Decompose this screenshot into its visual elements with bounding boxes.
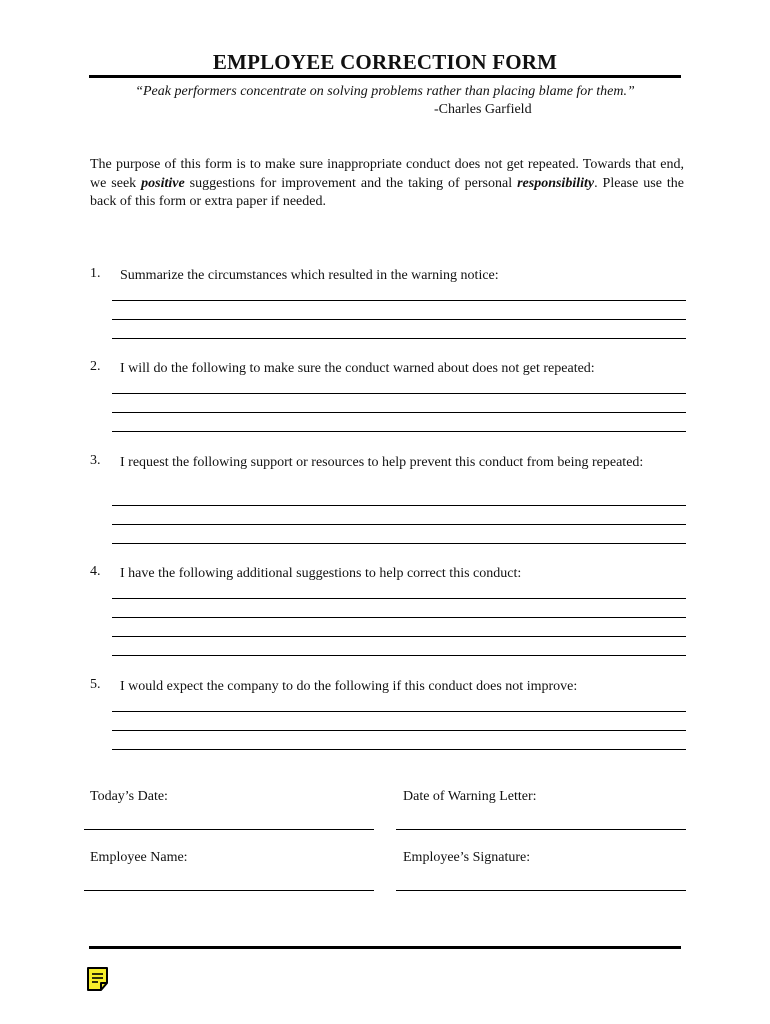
answer-line[interactable] bbox=[112, 655, 686, 656]
todays-date-field[interactable] bbox=[84, 829, 374, 830]
answer-line[interactable] bbox=[112, 524, 686, 525]
answer-line[interactable] bbox=[112, 617, 686, 618]
intro-paragraph: The purpose of this form is to make sure inappropriate conduct does not get repeated. Towards that end, we seek positive suggestions for improvement and the taking of personal responsibility. Please use the back of this form or extra paper if needed. bbox=[90, 157, 685, 209]
emphasis-responsibility: responsibility bbox=[517, 175, 595, 191]
answer-line[interactable] bbox=[112, 749, 686, 750]
employee-signature-label: Employee’s Signature: bbox=[403, 850, 531, 865]
answer-line[interactable] bbox=[112, 338, 686, 339]
answer-line[interactable] bbox=[112, 730, 686, 731]
footer-rule bbox=[89, 946, 681, 949]
question-text: I will do the following to make sure the conduct warned about does not get repeated: bbox=[120, 361, 595, 376]
question-text: I have the following additional suggestions to help correct this conduct: bbox=[120, 566, 522, 581]
quote-text: “Peak performers concentrate on solving problems rather than placing blame for them.” bbox=[135, 84, 635, 99]
question-text: I request the following support or resources to help prevent this conduct from being repeated: bbox=[120, 455, 644, 470]
answer-line[interactable] bbox=[112, 598, 686, 599]
question-number: 1. bbox=[90, 266, 101, 281]
quote-author: -Charles Garfield bbox=[434, 102, 532, 117]
note-icon[interactable] bbox=[86, 966, 110, 992]
employee-signature-field[interactable] bbox=[396, 890, 686, 891]
answer-line[interactable] bbox=[112, 412, 686, 413]
question-text: I would expect the company to do the following if this conduct does not improve: bbox=[120, 679, 578, 694]
title-underline bbox=[89, 75, 681, 78]
employee-name-field[interactable] bbox=[84, 890, 374, 891]
answer-line[interactable] bbox=[112, 431, 686, 432]
date-of-warning-letter-label: Date of Warning Letter: bbox=[403, 789, 537, 804]
answer-line[interactable] bbox=[112, 711, 686, 712]
answer-line[interactable] bbox=[112, 300, 686, 301]
question-number: 4. bbox=[90, 564, 101, 579]
answer-line[interactable] bbox=[112, 636, 686, 637]
answer-line[interactable] bbox=[112, 505, 686, 506]
form-title: EMPLOYEE CORRECTION FORM bbox=[212, 50, 558, 74]
date-of-warning-letter-field[interactable] bbox=[396, 829, 686, 830]
question-number: 3. bbox=[90, 453, 101, 468]
employee-name-label: Employee Name: bbox=[90, 850, 188, 865]
todays-date-label: Today’s Date: bbox=[90, 789, 168, 804]
question-text: Summarize the circumstances which resulted in the warning notice: bbox=[120, 268, 499, 283]
answer-line[interactable] bbox=[112, 543, 686, 544]
answer-line[interactable] bbox=[112, 393, 686, 394]
question-number: 5. bbox=[90, 677, 101, 692]
answer-line[interactable] bbox=[112, 319, 686, 320]
emphasis-positive: positive bbox=[141, 175, 185, 191]
question-number: 2. bbox=[90, 359, 101, 374]
